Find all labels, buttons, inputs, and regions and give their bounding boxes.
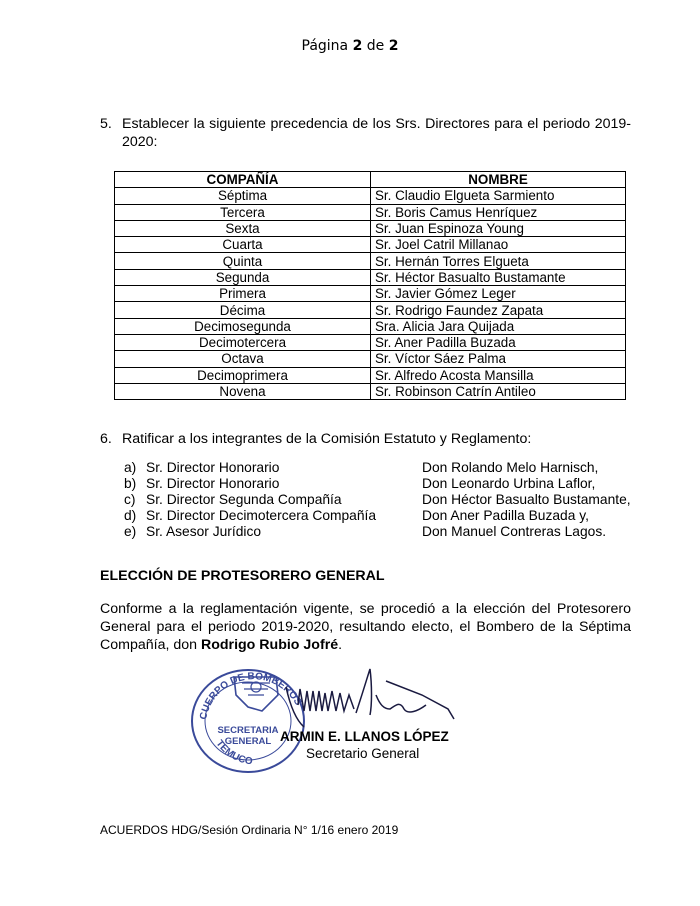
name-cell: Sr. Víctor Sáez Palma [371,351,626,367]
member-letter: c) [124,492,136,507]
name-cell: Sra. Alicia Jara Quijada [371,318,626,334]
name-cell: Sr. Aner Padilla Buzada [371,334,626,350]
name-cell: Sr. Boris Camus Henríquez [371,204,626,220]
member-letter: b) [124,476,137,491]
company-cell: Sexta [115,220,371,236]
stamp-line-1: SECRETARIA [217,725,279,736]
company-cell: Decimotercera [115,334,371,350]
stamp-line-2: GENERAL [224,736,272,747]
signatory-title: Secretario General [306,746,420,761]
member-name: Don Aner Padilla Buzada y, [422,508,589,523]
elected-name: Rodrigo Rubio Jofré [200,637,339,653]
page-number-header [0,38,700,54]
stamp-top-text: CUERPO DE BOMBEROS [198,671,304,721]
page-label: Página [301,38,349,54]
column-header-name: NOMBRE [371,172,626,188]
member-name: Don Héctor Basualto Bustamante, [422,492,631,507]
page-sep: de [366,38,385,54]
commission-member [124,507,644,524]
member-letter: e) [124,524,137,539]
name-cell: Sr. Rodrigo Faundez Zapata [371,302,626,318]
commission-member [124,459,644,476]
member-name: Don Leonardo Urbina Laflor, [422,476,596,491]
commission-member [124,475,644,492]
table-row [115,237,626,253]
name-cell: Sr. Joel Catril Millanao [371,237,626,253]
member-role: Sr. Director Segunda Compañía [146,492,342,507]
paragraph-end: . [338,637,343,653]
company-cell: Octava [115,351,371,367]
table-row [115,367,626,383]
member-role: Sr. Asesor Jurídico [146,524,262,539]
member-role: Sr. Director Honorario [146,460,280,475]
table-row [115,269,626,285]
name-cell: Sr. Robinson Catrín Antileo [371,383,626,399]
column-header-company: COMPAÑÍA [115,172,371,188]
stamp-bottom-text: TEMUCO [213,738,254,768]
name-cell: Sr. Juan Espinoza Young [371,220,626,236]
member-role: Sr. Director Decimotercera Compañía [146,508,377,523]
commission-member [124,523,644,540]
table-row [115,204,626,220]
company-cell: Décima [115,302,371,318]
company-cell: Séptima [115,188,371,204]
table-row [115,351,626,367]
name-cell: Sr. Claudio Elgueta Sarmiento [371,188,626,204]
item-number: 5. [100,116,112,132]
name-cell: Sr. Alfredo Acosta Mansilla [371,367,626,383]
company-cell: Primera [115,286,371,302]
item-text: Establecer la siguiente precedencia de los Srs. Directores para el periodo 2019-2020: [122,116,631,150]
company-cell: Cuarta [115,237,371,253]
member-name: Don Manuel Contreras Lagos. [422,524,607,539]
handwritten-signature [286,669,454,727]
item-text: Ratificar a los integrantes de la Comisión Estatuto y Reglamento: [122,431,532,447]
precedence-table [114,171,626,400]
company-cell: Decimoprimera [115,367,371,383]
signatory-name: ARMIN E. LLANOS LÓPEZ [280,729,449,744]
member-role: Sr. Director Honorario [146,476,280,491]
member-name: Don Rolando Melo Harnisch, [422,460,599,475]
current-page: 2 [352,38,363,54]
company-cell: Decimosegunda [115,318,371,334]
name-cell: Sr. Héctor Basualto Bustamante [371,269,626,285]
table-header-row [115,172,626,188]
table-row [115,286,626,302]
paragraph-text: Conforme a la reglamentación vigente, se procedió a la elección del Protesorero General para el periodo 2019-2020, resultando electo, el Bombero de la Séptima Compañía, don [100,601,631,653]
item-number: 6. [100,431,112,447]
company-cell: Segunda [115,269,371,285]
member-letter: a) [124,460,137,475]
document-footer: ACUERDOS HDG/Sesión Ordinaria N° 1/16 enero 2019 [100,823,399,837]
section-title: ELECCIÓN DE PROTESORERO GENERAL [100,568,385,584]
table-row [115,220,626,236]
commission-member [124,491,644,508]
table-row [115,334,626,350]
company-cell: Quinta [115,253,371,269]
election-paragraph [100,600,631,654]
total-pages: 2 [388,38,399,54]
company-cell: Novena [115,383,371,399]
table-row [115,383,626,399]
company-cell: Tercera [115,204,371,220]
stamp-seal [192,670,304,772]
name-cell: Sr. Javier Gómez Leger [371,286,626,302]
table-row [115,302,626,318]
agreement-item-5 [100,115,631,155]
table-row [115,253,626,269]
table-row [115,188,626,204]
name-cell: Sr. Hernán Torres Elgueta [371,253,626,269]
member-letter: d) [124,508,137,523]
agreement-item-6 [100,430,631,450]
table-row [115,318,626,334]
